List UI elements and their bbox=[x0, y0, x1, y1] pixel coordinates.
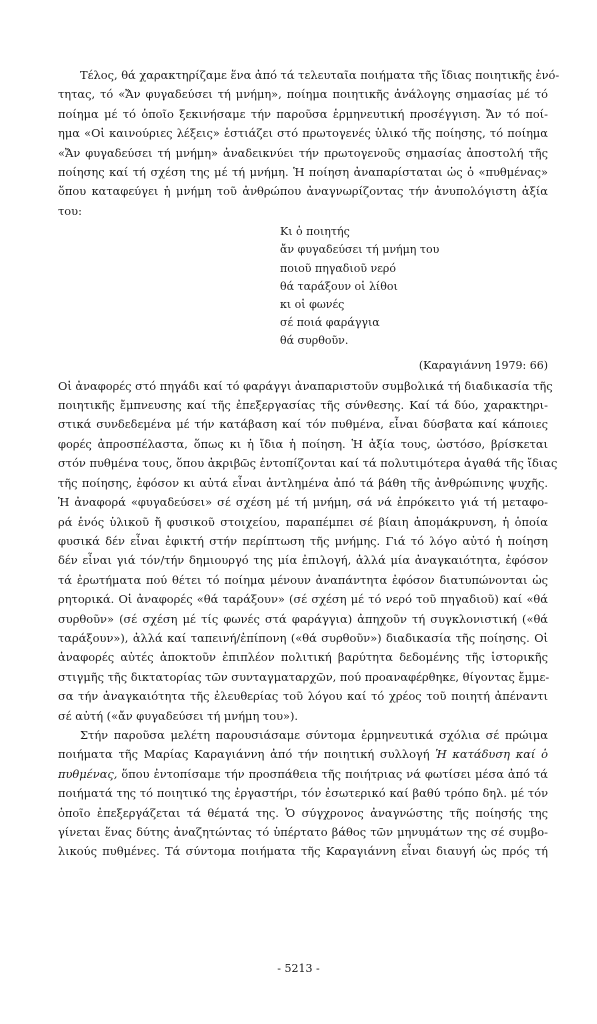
text-line: σέ αὐτή («ἄν φυγαδεύσει τή μνήμη του»). bbox=[58, 708, 299, 723]
paragraph-2 bbox=[58, 377, 558, 726]
text-line: λικούς πυθμένες. Τά σύντομα ποιήματα τῆς Καραγιάννη εἶναι διαυγή ὡς πρός τή bbox=[58, 844, 548, 859]
poem-citation: (Καραγιάννη 1979: 66) bbox=[418, 358, 548, 372]
text-line: ὅπου καταφεύγει ἡ μνήμη τοῦ ἀνθρώπου ἀναγνωρίζοντας τήν ἀνυπολόγιστη ἀξία bbox=[58, 184, 548, 199]
text-line: τῆς ποίησης, ἐφόσον κι αὐτά εἶναι ἀντλημένα ἀπό τά βάθη τῆς ἀνθρώπινης ψυχῆς. bbox=[58, 475, 548, 490]
text-line: ὁποῖο ἐπεξεργάζεται τά θέματά της. Ὁ σύγχρονος ἀναγνώστης τῆς ποίησής της bbox=[58, 805, 548, 820]
text-line: ποίημα μέ τό ὁποῖο ξεκινήσαμε τήν παροῦσα ἑρμηνευτική προσέγγιση. Ἄν τό ποί- bbox=[58, 106, 548, 121]
poem-quote bbox=[280, 223, 548, 350]
text-line: ρητορικά. Οἱ ἀναφορές «θά ταράξουν» (σέ σχέση μέ τό νερό τοῦ πηγαδιοῦ) καί «θά bbox=[58, 592, 548, 607]
text-line bbox=[58, 765, 548, 784]
text-line: Τέλος, θά χαρακτηρίζαμε ἕνα ἀπό τά τελευταῖα ποιήματα τῆς ἴδιας ποιητικῆς ἑνό- bbox=[80, 68, 560, 82]
paragraph-1 bbox=[58, 66, 560, 221]
text-line: συρθοῦν» (σέ σχέση μέ τίς φωνές στά φαράγγια) ἀπηχοῦν τή συγκλονιστική («θά bbox=[58, 611, 548, 626]
text-line: Οἱ ἀναφορές στό πηγάδι καί τό φαράγγι ἀναπαριστοῦν συμβολικά τή διαδικασία τῆς bbox=[58, 378, 553, 393]
book-title: πυθμένας, bbox=[58, 766, 118, 781]
poem-line: θά ταράξουν οἱ λίθοι bbox=[280, 279, 398, 293]
paragraph-3 bbox=[58, 726, 548, 862]
text-line: ταράξουν»), ἀλλά καί ταπεινή/ἐπίπονη («θά συρθοῦν») διαδικασία τῆς ποίησης. Οἱ bbox=[58, 630, 548, 645]
text-line: σα τήν ἀναγκαιότητα τῆς ἐλευθερίας τοῦ λόγου καί τό χρέος τοῦ ποιητή ἀπέναντι bbox=[58, 689, 548, 704]
poem-line: κι οἱ φωνές bbox=[280, 298, 345, 312]
text-line: «Ἄν φυγαδεύσει τή μνήμη» ἀναδεικνύει τήν πρωτογενοῦς σημασίας ἀποστολή τῆς bbox=[58, 145, 548, 160]
text-run: ὅπου ἐντοπίσαμε τήν προσπάθεια τῆς ποιήτριας νά φωτίσει μέσα ἀπό τά bbox=[117, 766, 548, 781]
text-line: ημα «Οἱ καινούριες λέξεις» ἑστιάζει στό πρωτογενές ὑλικό τῆς ποίησης, τό ποίημα bbox=[58, 126, 548, 141]
text-line: δέν εἶναι γιά τόν/τήν δημιουργό της μία ἐπιλογή, ἀλλά μία ἀναγκαιότητα, ἐφόσον bbox=[58, 553, 548, 568]
text-line: ποίησης καί τή σχέση της μέ τή μνήμη. Ἡ ποίηση ἀναπαρίσταται ὡς ὁ «πυθμένας» bbox=[58, 165, 548, 180]
poem-line: ἄν φυγαδεύσει τή μνήμη του bbox=[280, 243, 440, 257]
text-line: ποιήματά της τό ποιητικό της ἐργαστήρι, τόν ἐσωτερικό καί βαθύ τρόπο δηλ. μέ τόν bbox=[58, 786, 548, 801]
text-line: του: bbox=[58, 203, 82, 218]
text-line: φυσικά δέν εἶναι ἐφικτή στήν περίπτωση τῆς μνήμης. Γιά τό λόγο αὐτό ἡ ποίηση bbox=[58, 533, 548, 548]
poem-line: θά συρθοῦν. bbox=[280, 334, 349, 348]
book-title: Ἡ κατάδυση καί ὁ bbox=[435, 747, 549, 762]
page-number: - 5213 - bbox=[277, 962, 320, 975]
text-line: Στήν παροῦσα μελέτη παρουσιάσαμε σύντομα ἑρμηνευτικά σχόλια σέ πρώιμα bbox=[80, 727, 548, 742]
page-body bbox=[58, 66, 560, 862]
text-line: στικά συνδεδεμένα μέ τήν κατάβαση καί τόν πυθμένα, εἶναι δύσβατα καί κάποιες bbox=[58, 417, 548, 432]
text-line: τητας, τό «Ἄν φυγαδεύσει τή μνήμη», ποίημα ποιητικῆς ἀνάλογης σημασίας μέ τό bbox=[58, 87, 548, 102]
text-line: ρά ἑνός ὑλικοῦ ἤ φυσικοῦ στοιχείου, παραπέμπει σέ βίαιη ἀπομάκρυνση, ἡ ὁποία bbox=[58, 514, 548, 529]
poem-line: σέ ποιά φαράγγια bbox=[280, 316, 380, 330]
text-line: τά ἐρωτήματα πού θέτει τό ποίημα μένουν ἀναπάντητα ἐφόσον διατυπώνονται ὡς bbox=[58, 572, 548, 587]
text-line: ποιητικῆς ἔμπνευσης καί τῆς ἐπεξεργασίας τῆς σύνθεσης. Καί τά δύο, χαρακτηρι- bbox=[58, 398, 548, 413]
text-line: Ἡ ἀναφορά «φυγαδεύσει» σέ σχέση μέ τή μνήμη, σά νά ἐπρόκειτο γιά τή μεταφο- bbox=[58, 495, 548, 510]
text-line: στόν πυθμένα τους, ὅπου ἀκριβῶς ἐντοπίζονται καί τά πολυτιμότερα ἀγαθά τῆς ἴδιας bbox=[58, 456, 558, 471]
text-line: ἀναφορές αὐτές ἀποκτοῦν ἐπιπλέον πολιτική βαρύτητα δεδομένης τῆς ἱστορικῆς bbox=[58, 650, 548, 665]
poem-line: Κι ὁ ποιητής bbox=[280, 225, 350, 239]
text-line: γίνεται ἕνας δύτης ἀναζητώντας τό ὑπέρτατο βάθος τῶν μηνυμάτων της σέ συμβο- bbox=[58, 825, 548, 840]
text-line: στιγμῆς τῆς δικτατορίας τῶν συνταγματαρχῶν, πού προαναφέρθηκε, θίγοντας ἔμμε- bbox=[58, 669, 550, 684]
text-run: ποιήματα τῆς Μαρίας Καραγιάννη ἀπό τήν ποιητική συλλογή bbox=[58, 747, 436, 762]
text-line bbox=[58, 745, 548, 764]
poem-line: ποιοῦ πηγαδιοῦ νερό bbox=[280, 261, 397, 275]
text-line: φορές ἀπροσπέλαστα, ὅπως κι ἡ ἴδια ἡ ποίηση. Ἡ ἀξία τους, ὡστόσο, βρίσκεται bbox=[58, 436, 548, 451]
